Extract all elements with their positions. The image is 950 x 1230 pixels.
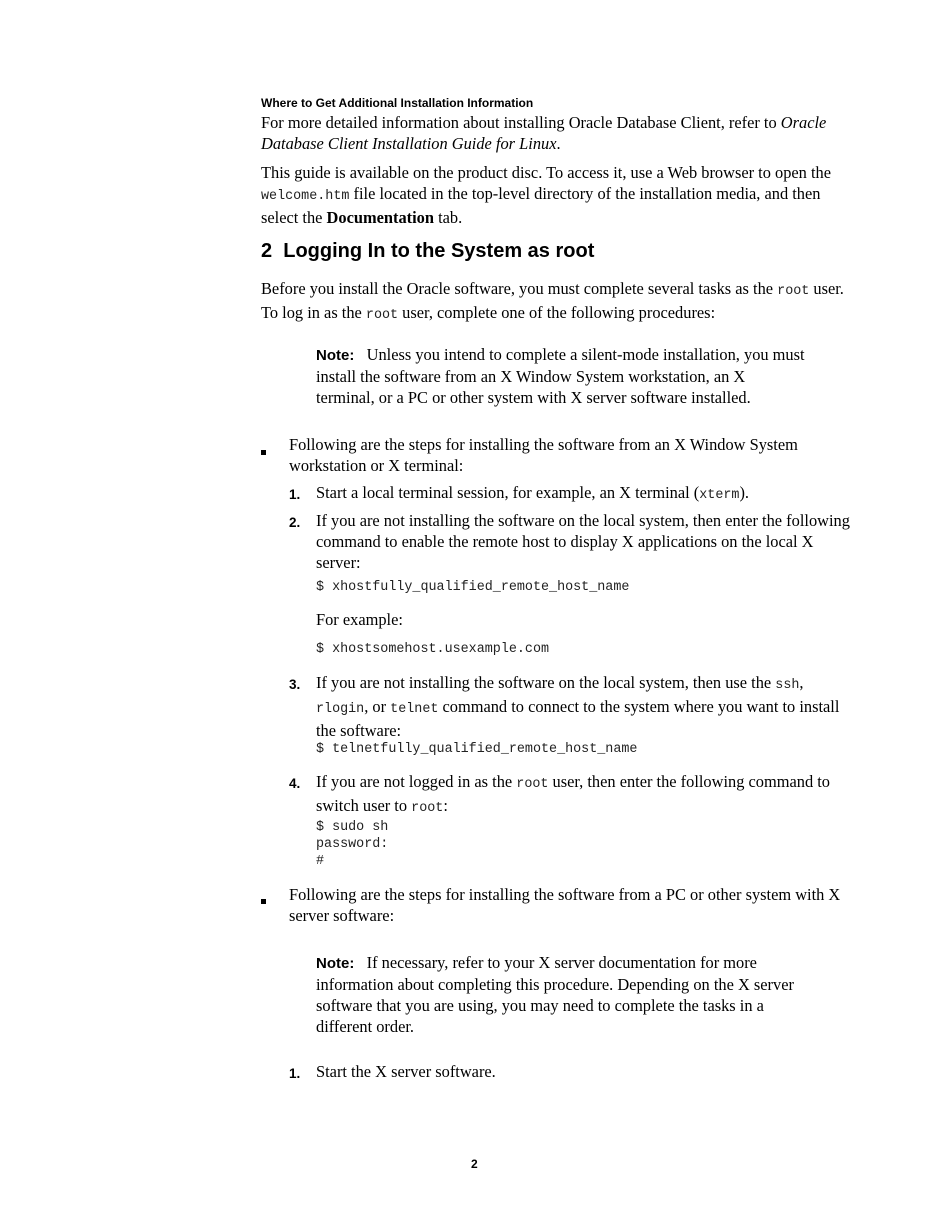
text: . xyxy=(556,134,561,153)
section-heading: Where to Get Additional Installation Information xyxy=(261,96,534,110)
bullet-text: Following are the steps for installing the software from a PC or other system with X server software: xyxy=(289,885,841,925)
text: If you are not logged in as the xyxy=(316,772,517,791)
note-text: Unless you intend to complete a silent-mode installation, you must install the software from an X Window System workstation, an X terminal, or a PC or other system with X server software installed. xyxy=(316,345,805,407)
step-text: Start the X server software. xyxy=(316,1062,496,1081)
step-number: 2. xyxy=(289,515,301,530)
code-line: $ xhostsomehost.usexample.com xyxy=(316,642,550,657)
bullet-text: Following are the steps for installing the software from an X Window System workstation or X terminal: xyxy=(289,435,798,475)
code: root xyxy=(516,777,549,792)
code-line: $ xhostfully_qualified_remote_host_name xyxy=(316,580,630,595)
code: root xyxy=(411,801,444,816)
text: command to connect to the system where you want to install the software: xyxy=(316,697,840,740)
step-text xyxy=(316,771,856,819)
filename: welcome.htm xyxy=(261,189,350,204)
text: ). xyxy=(739,483,749,502)
text: This guide is available on the product disc. To access it, use a Web browser to open the xyxy=(261,163,831,182)
code: xterm xyxy=(699,488,740,503)
code-line: $ telnetfully_qualified_remote_host_name xyxy=(316,742,638,757)
note-box xyxy=(316,344,806,408)
text: user, complete one of the following procedures: xyxy=(398,303,716,322)
note-label: Note: xyxy=(316,955,355,972)
note-label: Note: xyxy=(316,347,355,364)
step-number: 3. xyxy=(289,677,301,692)
bullet-icon xyxy=(261,450,266,455)
paragraph-more-info xyxy=(261,112,861,154)
code: rlogin xyxy=(316,702,365,717)
text: If you are not installing the software on the local system, then use the xyxy=(316,673,776,692)
bullet-icon xyxy=(261,899,266,904)
text: Start a local terminal session, for example, an X terminal ( xyxy=(316,483,700,502)
text: file located in the top-level directory of the installation media, and then select the xyxy=(261,184,821,227)
code: ssh xyxy=(775,678,800,693)
page-number: 2 xyxy=(471,1157,478,1171)
example-label: For example: xyxy=(316,610,403,629)
text: user, then enter the following command to switch user to xyxy=(316,772,830,815)
code: telnet xyxy=(390,702,439,717)
step-number: 1. xyxy=(289,487,301,502)
text: tab. xyxy=(433,208,463,227)
text: , xyxy=(799,673,804,692)
step-text xyxy=(316,482,856,506)
text: : xyxy=(443,796,448,815)
step-number: 4. xyxy=(289,776,301,791)
code: root xyxy=(365,308,399,323)
text: , or xyxy=(364,697,391,716)
step-number: 1. xyxy=(289,1066,301,1081)
note-box xyxy=(316,952,806,1037)
text: For more detailed information about installing Oracle Database Client, refer to xyxy=(261,113,781,132)
guide-title: Oracle Database Client Installation Guide for Linux xyxy=(261,113,827,153)
step-text: If you are not installing the software on the local system, then enter the following command to enable the remote host to display X applications on the local X server: xyxy=(316,511,850,572)
paragraph-root xyxy=(261,278,861,326)
tab-name: Documentation xyxy=(326,208,434,227)
chapter-heading: 2 Logging In to the System as root xyxy=(261,240,595,262)
note-text: If necessary, refer to your X server documentation for more information about completing this procedure. Depending on the X server software that you are using, you may need to complete the tasks in a different order. xyxy=(316,953,794,1036)
text: user. To log in as the xyxy=(261,279,844,322)
text: Before you install the Oracle software, you must complete several tasks as the xyxy=(261,279,778,298)
code-block: $ sudo sh password: # xyxy=(316,820,389,869)
step-text xyxy=(316,672,856,741)
paragraph-guide xyxy=(261,162,861,228)
code: root xyxy=(777,284,810,299)
